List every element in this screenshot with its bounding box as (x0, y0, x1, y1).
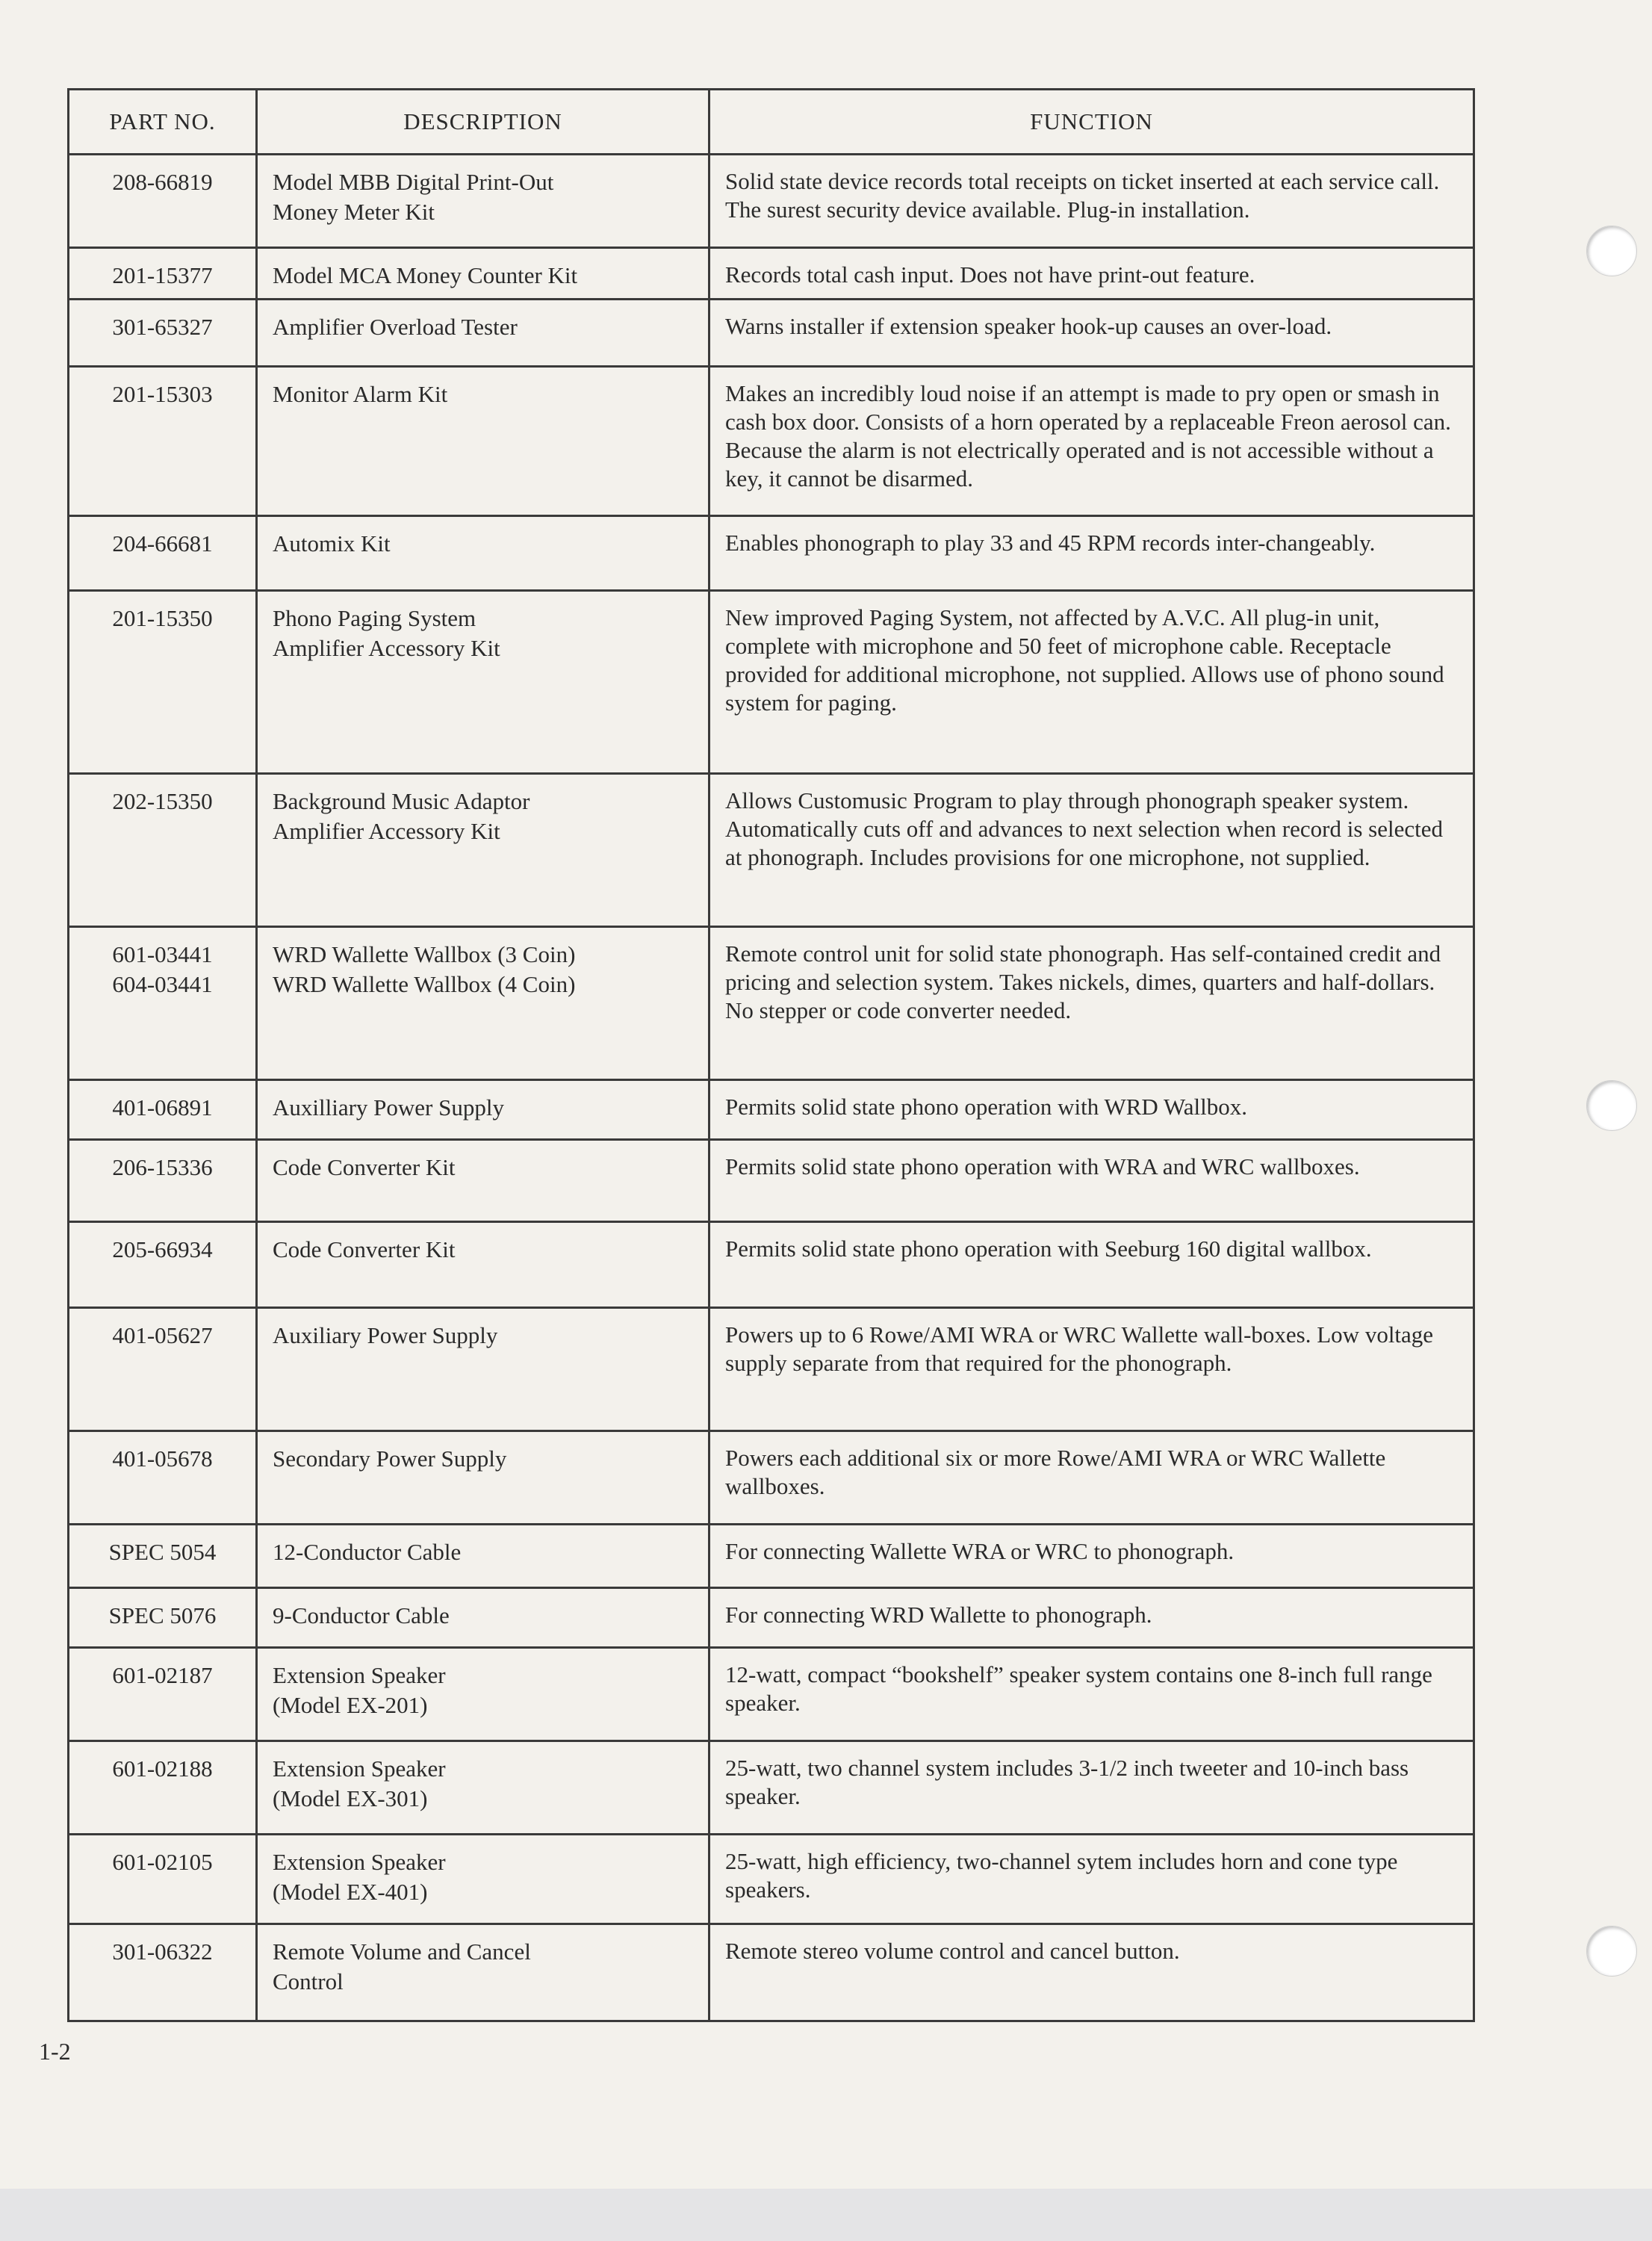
function-cell: Permits solid state phono operation with Seeburg 160 digital wallbox. (709, 1222, 1474, 1308)
table-row (69, 1648, 1474, 1741)
description-cell (257, 155, 709, 248)
function-cell: Solid state device records total receipts on ticket inserted at each service call. The surest security device available. Plug-in installation. (709, 155, 1474, 248)
table-row (69, 516, 1474, 591)
part-number: 205-66934 (112, 1236, 213, 1262)
description-cell (257, 927, 709, 1080)
header-part-no: PART NO. (69, 90, 257, 155)
function-cell: New improved Paging System, not affected by A.V.C. All plug-in unit, complete with microphone and 50 feet of microphone cable. Receptacle provided for additional microphone, not supplied. Allows use of phono sound system for paging. (709, 591, 1474, 774)
part-number-cell (69, 1924, 257, 2021)
description-cell (257, 1525, 709, 1588)
description-line: Auxilliary Power Supply (273, 1094, 504, 1120)
description-cell (257, 1741, 709, 1835)
description-cell (257, 248, 709, 300)
part-number: 201-15377 (112, 262, 213, 288)
table-row (69, 1431, 1474, 1525)
description-cell (257, 516, 709, 591)
description-line: Remote Volume and Cancel (273, 1938, 531, 1965)
function-cell: Permits solid state phono operation with WRD Wallbox. (709, 1080, 1474, 1140)
part-number: SPEC 5054 (108, 1539, 217, 1565)
function-cell: Powers each additional six or more Rowe/AMI WRA or WRC Wallette wallboxes. (709, 1431, 1474, 1525)
description-line: Money Meter Kit (273, 199, 435, 225)
part-number-cell (69, 1835, 257, 1924)
part-number: 401-05678 (112, 1445, 213, 1472)
part-number: 201-15350 (112, 605, 213, 631)
description-cell (257, 1835, 709, 1924)
part-number-cell (69, 1648, 257, 1741)
description-cell (257, 300, 709, 367)
description-line: Phono Paging System (273, 605, 476, 631)
function-cell: Remote control unit for solid state phonograph. Has self-contained credit and pricing and selection system. Takes nickels, dimes, quarters and half-dollars. No stepper or code converter needed. (709, 927, 1474, 1080)
part-number: 206-15336 (112, 1154, 213, 1180)
description-line: Code Converter Kit (273, 1236, 456, 1262)
table-row (69, 155, 1474, 248)
function-cell: 12-watt, compact “bookshelf” speaker system contains one 8-inch full range speaker. (709, 1648, 1474, 1741)
table-row (69, 927, 1474, 1080)
description-line: (Model EX-201) (273, 1692, 428, 1718)
part-number: 301-06322 (112, 1938, 213, 1965)
table-row (69, 1741, 1474, 1835)
description-cell (257, 1588, 709, 1648)
function-cell: Enables phonograph to play 33 and 45 RPM records inter-changeably. (709, 516, 1474, 591)
part-number: 401-05627 (112, 1322, 213, 1348)
table-row (69, 774, 1474, 927)
description-line: Secondary Power Supply (273, 1445, 507, 1472)
description-line: Monitor Alarm Kit (273, 381, 448, 407)
part-number: 401-06891 (112, 1094, 213, 1120)
description-line: Control (273, 1968, 344, 1994)
table-header-row (69, 90, 1474, 155)
function-cell: 25-watt, high efficiency, two-channel sytem includes horn and cone type speakers. (709, 1835, 1474, 1924)
part-number-cell (69, 516, 257, 591)
function-cell: Permits solid state phono operation with WRA and WRC wallboxes. (709, 1140, 1474, 1222)
part-number-cell (69, 1308, 257, 1431)
table-row (69, 1525, 1474, 1588)
description-line: WRD Wallette Wallbox (3 Coin) (273, 941, 576, 967)
description-line: Background Music Adaptor (273, 788, 530, 814)
part-number: 601-03441 (112, 941, 213, 967)
function-cell: For connecting Wallette WRA or WRC to phonograph. (709, 1525, 1474, 1588)
description-cell (257, 1648, 709, 1741)
header-description: DESCRIPTION (257, 90, 709, 155)
binder-hole-bottom (1586, 1926, 1637, 1977)
table-row (69, 1588, 1474, 1648)
description-line: Amplifier Accessory Kit (273, 635, 500, 661)
part-number-cell (69, 300, 257, 367)
description-line: Amplifier Overload Tester (273, 314, 518, 340)
description-cell (257, 774, 709, 927)
page-number: 1-2 (39, 2038, 71, 2065)
function-cell: Allows Customusic Program to play through phonograph speaker system. Automatically cuts off and advances to next selection when record is selected at phonograph. Includes provisions for one microphone, not supplied. (709, 774, 1474, 927)
table-row (69, 1080, 1474, 1140)
part-number-cell (69, 1222, 257, 1308)
description-cell (257, 1431, 709, 1525)
part-number: 204-66681 (112, 530, 213, 557)
function-cell: Warns installer if extension speaker hook-up causes an over-load. (709, 300, 1474, 367)
description-line: Model MCA Money Counter Kit (273, 262, 578, 288)
description-cell (257, 367, 709, 516)
part-number-cell (69, 1741, 257, 1835)
part-number-cell (69, 367, 257, 516)
part-number-cell (69, 248, 257, 300)
description-cell (257, 1924, 709, 2021)
function-cell: For connecting WRD Wallette to phonograph. (709, 1588, 1474, 1648)
table-row (69, 1140, 1474, 1222)
description-cell (257, 1308, 709, 1431)
description-cell (257, 591, 709, 774)
description-cell (257, 1140, 709, 1222)
table-row (69, 300, 1474, 367)
part-number: 601-02105 (112, 1849, 213, 1875)
part-number-cell (69, 927, 257, 1080)
binder-hole-top (1586, 226, 1637, 276)
binder-hole-middle (1586, 1080, 1637, 1131)
part-number-cell (69, 155, 257, 248)
part-number: 301-65327 (112, 314, 213, 340)
part-number-cell (69, 774, 257, 927)
function-cell: Makes an incredibly loud noise if an attempt is made to pry open or smash in cash box door. Consists of a horn operated by a replaceable Freon aerosol can. Because the alarm is not electrically operated and is not accessible without a key, it cannot be disarmed. (709, 367, 1474, 516)
part-number: 208-66819 (112, 169, 213, 195)
description-line: Amplifier Accessory Kit (273, 818, 500, 844)
description-cell (257, 1222, 709, 1308)
description-line: (Model EX-401) (273, 1879, 428, 1905)
page-bottom-edge (0, 2189, 1652, 2241)
table-row (69, 248, 1474, 300)
description-line: WRD Wallette Wallbox (4 Coin) (273, 971, 576, 997)
table-row (69, 1924, 1474, 2021)
description-line: Extension Speaker (273, 1849, 446, 1875)
part-number: 601-02187 (112, 1662, 213, 1688)
table-row (69, 367, 1474, 516)
function-cell: Remote stereo volume control and cancel button. (709, 1924, 1474, 2021)
function-cell: 25-watt, two channel system includes 3-1/2 inch tweeter and 10-inch bass speaker. (709, 1741, 1474, 1835)
part-number-cell (69, 1140, 257, 1222)
table-row (69, 1308, 1474, 1431)
description-cell (257, 1080, 709, 1140)
function-cell: Records total cash input. Does not have print-out feature. (709, 248, 1474, 300)
table-row (69, 591, 1474, 774)
description-line: Extension Speaker (273, 1662, 446, 1688)
parts-table (67, 88, 1475, 2022)
part-number: 202-15350 (112, 788, 213, 814)
part-number-cell (69, 1588, 257, 1648)
part-number: 601-02188 (112, 1755, 213, 1782)
part-number-cell (69, 591, 257, 774)
part-number-cell (69, 1525, 257, 1588)
part-number-cell (69, 1431, 257, 1525)
table-body (69, 155, 1474, 2021)
description-line: 9-Conductor Cable (273, 1602, 450, 1628)
header-function: FUNCTION (709, 90, 1474, 155)
part-number: SPEC 5076 (108, 1602, 217, 1628)
table-row (69, 1222, 1474, 1308)
description-line: Automix Kit (273, 530, 391, 557)
description-line: Extension Speaker (273, 1755, 446, 1782)
description-line: Model MBB Digital Print-Out (273, 169, 554, 195)
description-line: (Model EX-301) (273, 1785, 428, 1811)
function-cell: Powers up to 6 Rowe/AMI WRA or WRC Wallette wall-boxes. Low voltage supply separate from that required for the phonograph. (709, 1308, 1474, 1431)
part-number: 201-15303 (112, 381, 213, 407)
description-line: 12-Conductor Cable (273, 1539, 462, 1565)
description-line: Code Converter Kit (273, 1154, 456, 1180)
part-number: 604-03441 (112, 971, 213, 997)
description-line: Auxiliary Power Supply (273, 1322, 498, 1348)
part-number-cell (69, 1080, 257, 1140)
table-row (69, 1835, 1474, 1924)
